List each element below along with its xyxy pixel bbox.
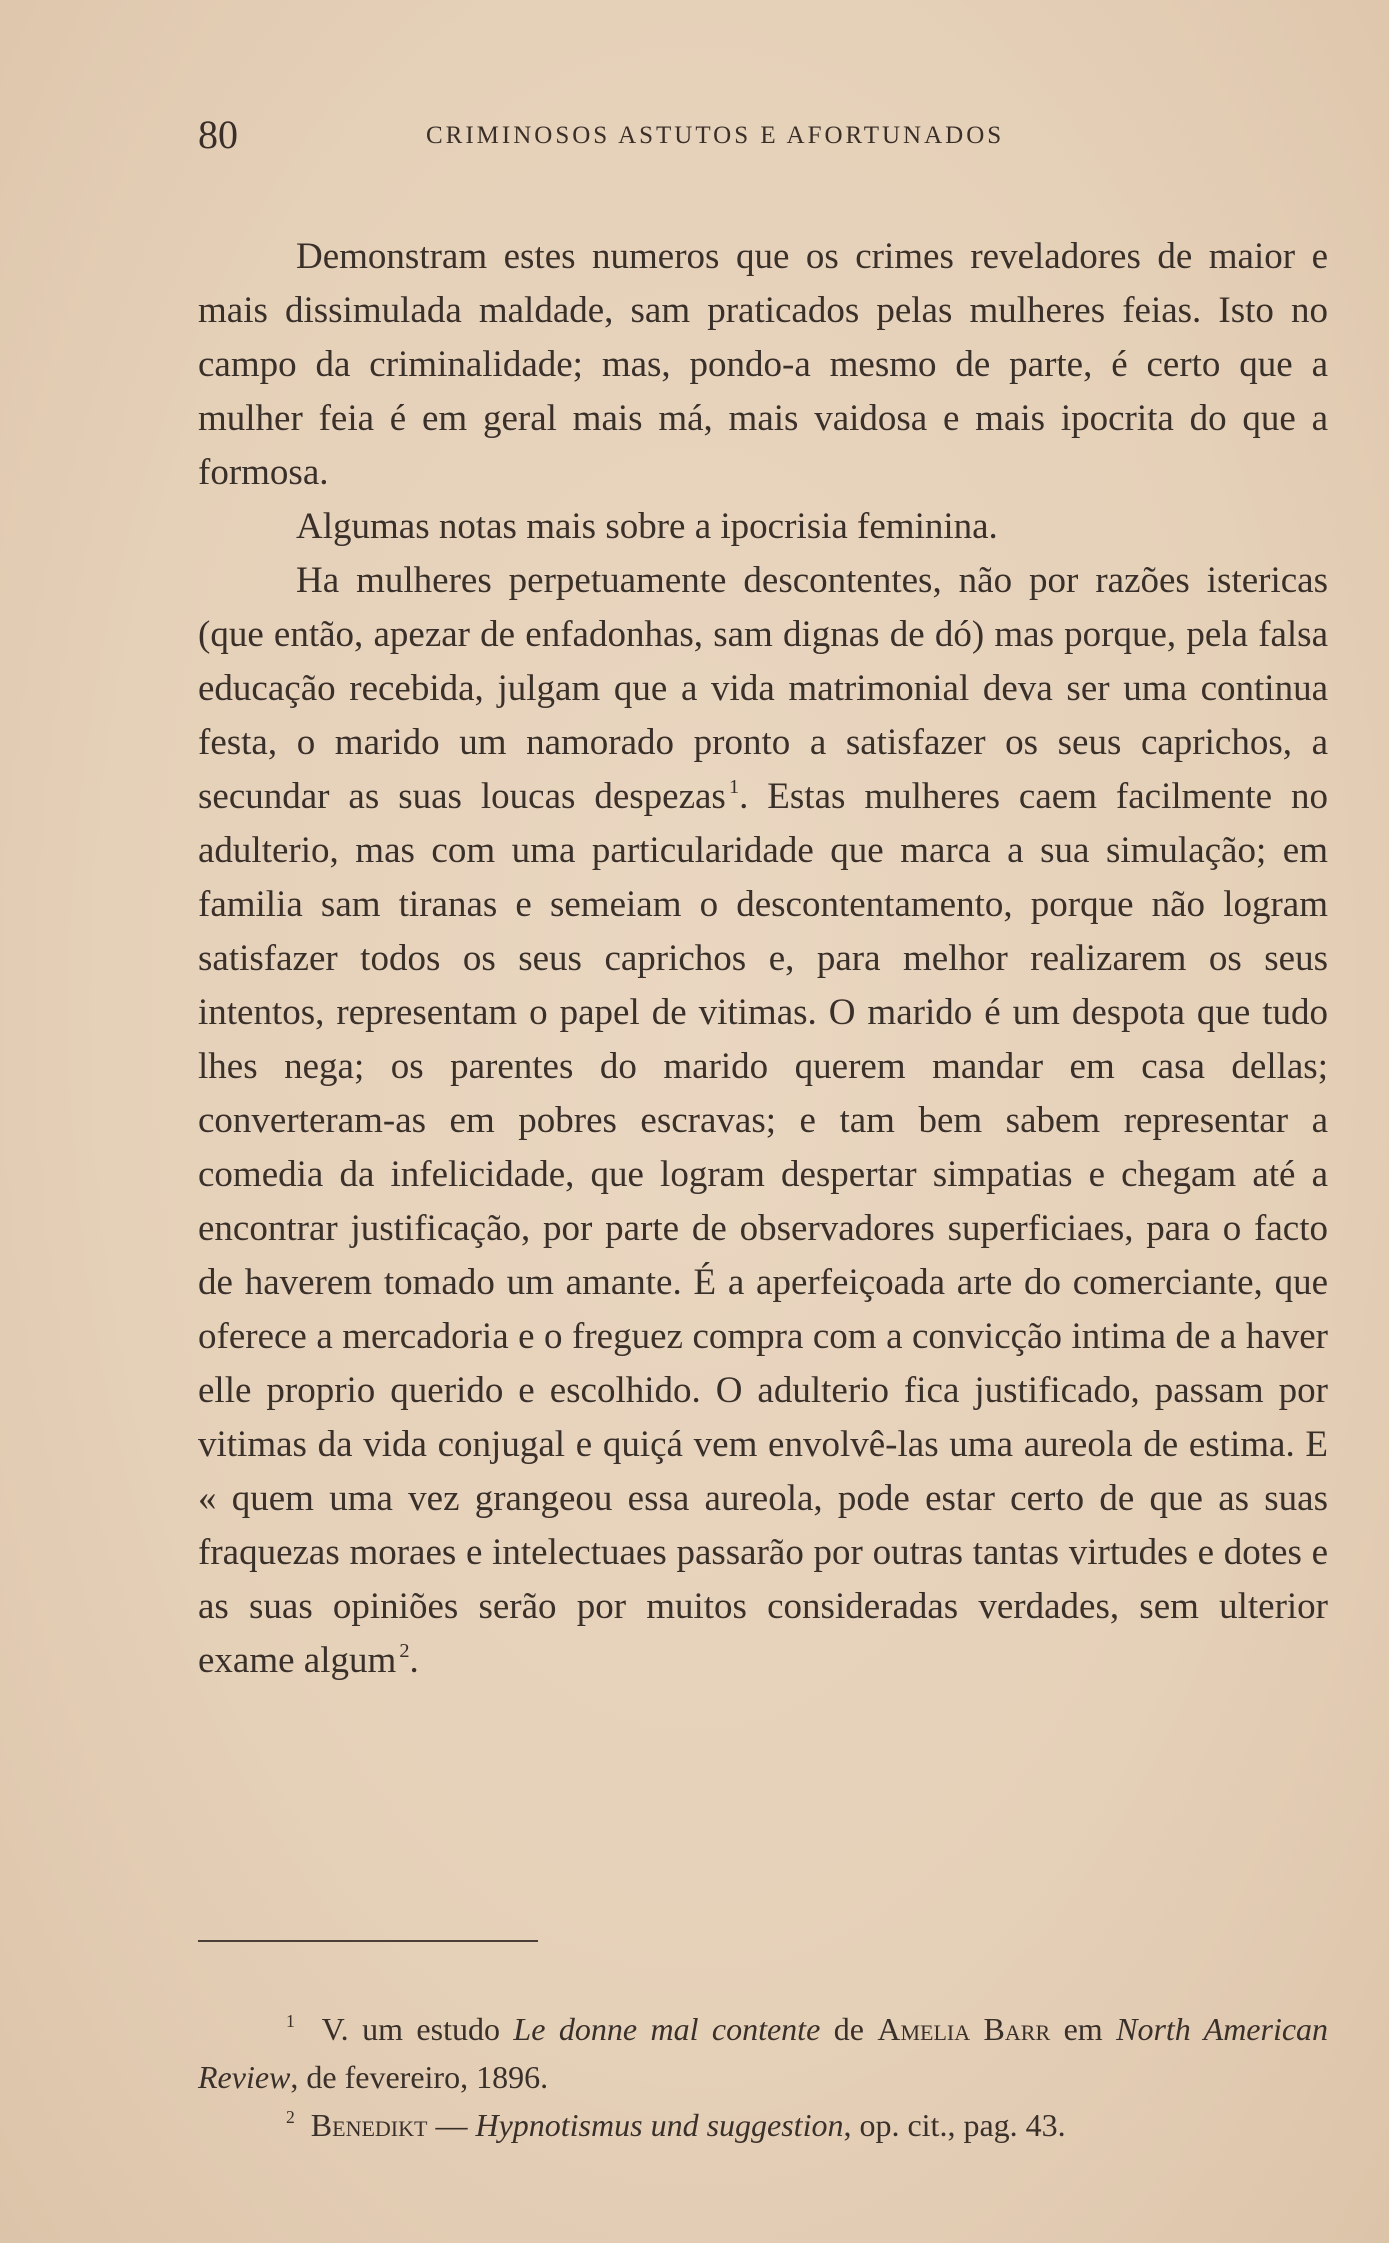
paragraph-3-part-b: . Estas mulheres caem facilmente no adulterio, mas com uma particularidade que marca a sua simulação; em familia sam tiranas e semeiam o descontentamento, porque não logram satisfazer todos os seus caprichos e, para melhor realizarem os seus intentos, representam o papel de vitimas. O marido é um despota que tudo lhes nega; os parentes do marido querem mandar em casa dellas; converteram-as em pobres escravas; e tam bem sabem representar a comedia da infelicidade, que logram despertar simpatias e chegam até a encontrar justificação, por parte de observadores superficiaes, para o facto de haverem tomado um amante. É a aperfeiçoada arte do comerciante, que oferece a mercadoria e o freguez compra com a convicção intima de a haver elle proprio querido e escolhido. O adulterio fica justificado, passam por vitimas da vida conjugal e quiçá vem envolvê-las uma aureola de estima. E « quem uma vez grangeou essa aureola, pode estar certo de que as suas fraquezas moraes e intelectuaes passarão por outras tantas virtudes e dotes e as suas opiniões serão por muitos consideradas verdades, sem ulterior exame algum [198,776,1329,1681]
footnote-1 [198,2005,1328,2101]
main-text [198,230,1328,1688]
footnote-1-text-d: , de fevereiro, 1896. [290,2059,549,2095]
footnote-1-title: Le donne mal contente [513,2011,821,2047]
footnote-2-title: Hypnotismus und suggestion [475,2107,844,2143]
footnote-ref-2: 2 [399,1639,410,1662]
footnote-2 [198,2101,1328,2149]
page-number: 80 [198,112,238,157]
paragraph-3-end: . [409,1640,419,1681]
footnote-1-mark: 1 [286,2010,295,2031]
footnote-ref-1: 1 [728,775,740,798]
footnote-1-author: Amelia Barr [877,2011,1051,2047]
paragraph-2: Algumas notas mais sobre a ipocrisia feminina. [296,506,998,547]
footnote-2-text-b: , op. cit., pag. 43. [843,2107,1066,2143]
running-title: CRIMINOSOS ASTUTOS E AFORTUNADOS [426,122,1005,149]
paragraph-3 [198,554,1328,1688]
footnote-1-text-c: em [1050,2011,1117,2047]
footnote-1-journal: North American Review [198,2011,1329,2095]
footnote-1-text-a: V. um estudo [321,2011,514,2047]
footnote-1-text-b: de [820,2011,878,2047]
footnote-2-text-a: — [427,2107,476,2143]
footnotes [198,2005,1328,2149]
paragraph-3-part-a: Ha mulheres perpetuamente descontentes, não por razões istericas (que então, apezar de enfadonhas, sam dignas de dó) mas porque, pela falsa educação recebida, julgam que a vida matrimonial deva ser uma continua festa, o marido um namorado pronto a satisfazer os seus caprichos, a secundar as suas loucas despezas [198,560,1328,817]
page-header [198,110,1328,160]
footnote-separator [198,1940,538,1942]
paragraph-1: Demonstram estes numeros que os crimes reveladores de maior e mais dissimulada maldade, sam praticados pelas mulheres feias. Isto no campo da criminalidade; mas, pondo-a mesmo de parte, é certo que a mulher feia é em geral mais má, mais vaidosa e mais ipocrita do que a formosa. [198,236,1328,493]
footnote-2-author: Benedikt [310,2107,428,2143]
footnote-2-mark: 2 [286,2106,295,2127]
